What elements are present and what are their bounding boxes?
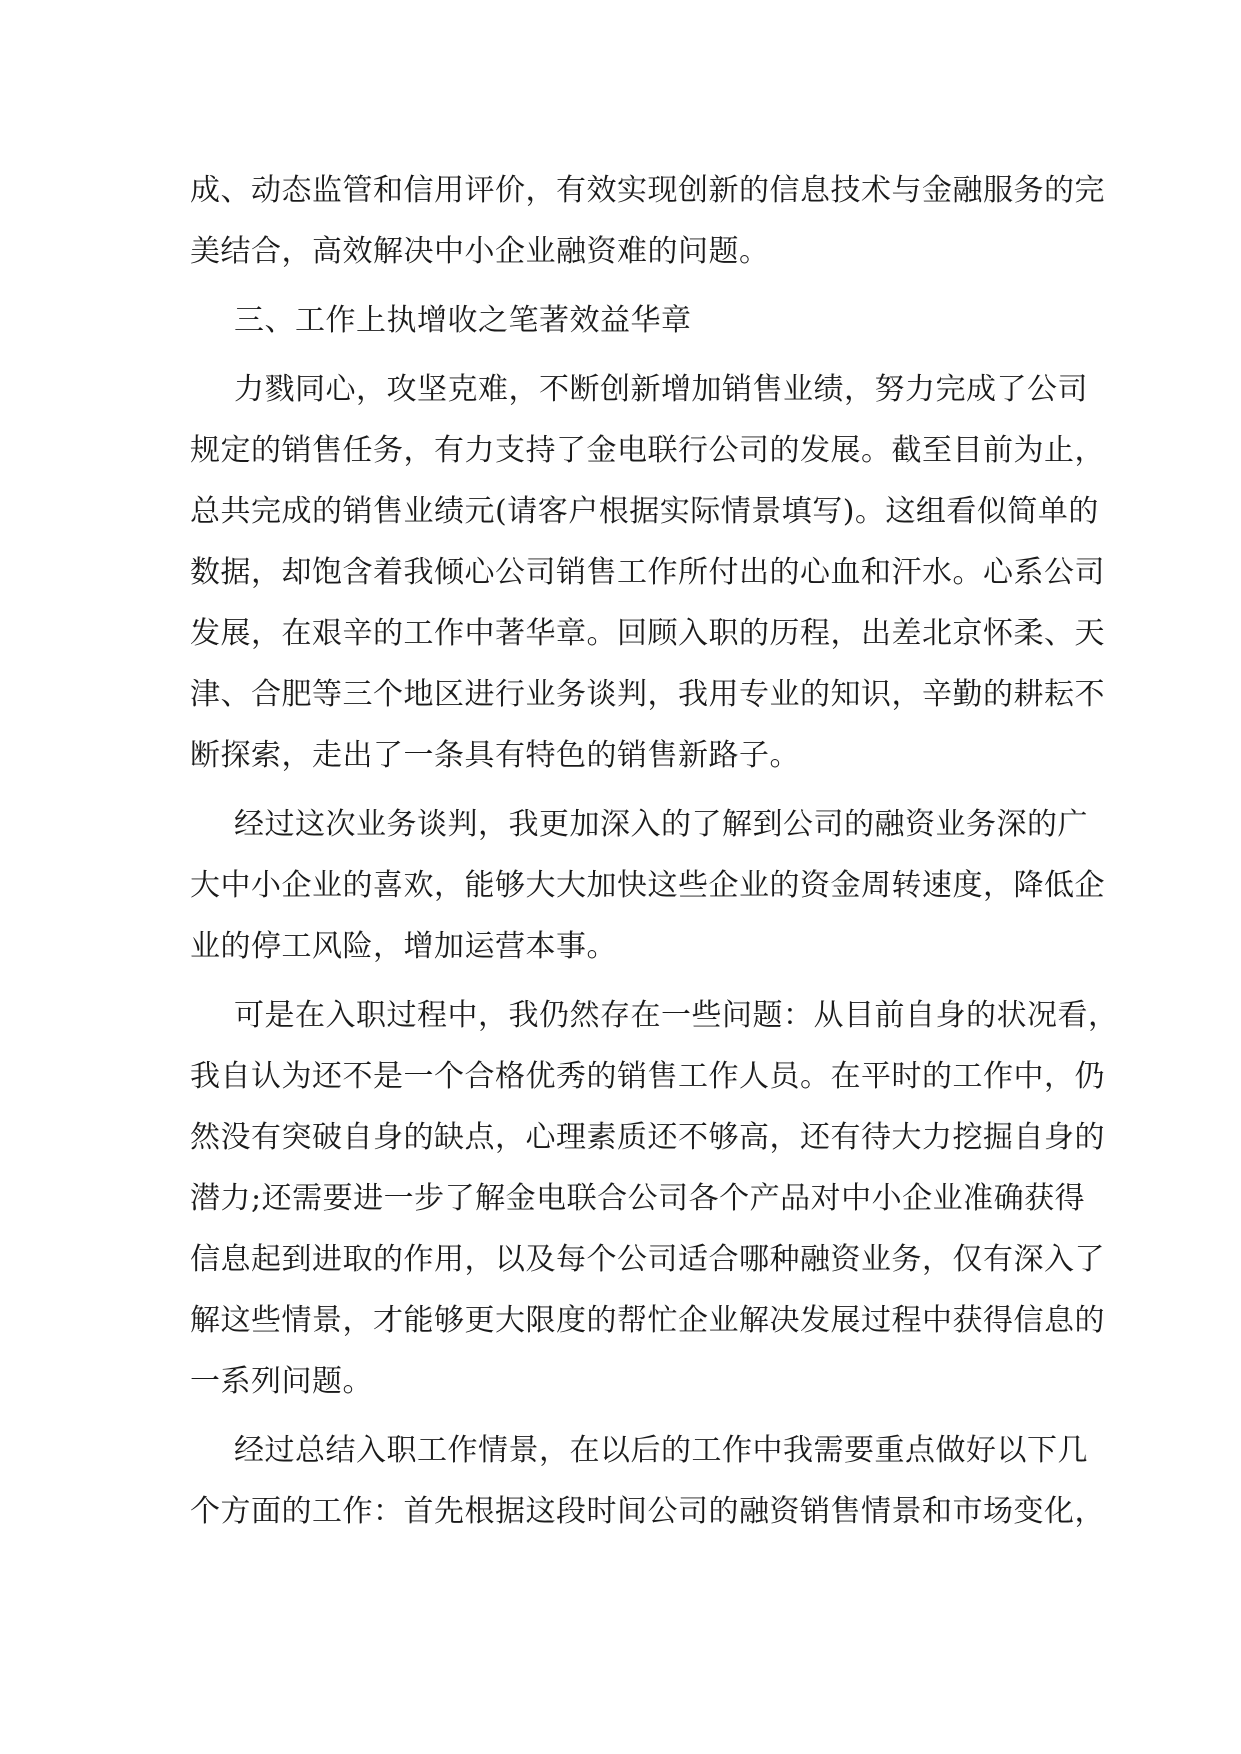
document-body [190,160,1119,1542]
text-line: 断探索，走出了一条具有特色的销售新路子。 [190,738,800,773]
text-line: 发展，在艰辛的工作中著华章。回顾入职的历程，出差北京怀柔、天 [190,616,1105,651]
text-line: 我自认为还不是一个合格优秀的销售工作人员。在平时的工作中，仍 [190,1059,1105,1094]
text-line: 美结合，高效解决中小企业融资难的问题。 [190,234,770,269]
paragraph [190,160,1105,282]
section-heading [190,290,1060,351]
text-line: 经过总结入职工作情景，在以后的工作中我需要重点做好以下几 [234,1433,1088,1468]
text-line: 数据，却饱含着我倾心公司销售工作所付出的心血和汗水。心系公司 [190,555,1105,590]
text-line: 经过这次业务谈判，我更加深入的了解到公司的融资业务深的广 [234,807,1088,842]
paragraph [190,359,1105,786]
text-line: 个方面的工作：首先根据这段时间公司的融资销售情景和市场变化， [190,1494,1105,1529]
text-line: 然没有突破自身的缺点，心理素质还不够高，还有待大力挖掘自身的 [190,1120,1105,1155]
paragraph [190,794,1105,977]
text-line: 可是在入职过程中，我仍然存在一些问题：从目前自身的状况看， [234,998,1119,1033]
text-line: 一系列问题。 [190,1364,373,1399]
text-line: 三、工作上执增收之笔著效益华章 [234,303,692,338]
text-line: 总共完成的销售业绩元(请客户根据实际情景填写)。这组看似简单的 [190,494,1099,529]
paragraph [190,985,1119,1412]
text-line: 信息起到进取的作用，以及每个公司适合哪种融资业务，仅有深入了 [190,1242,1105,1277]
text-line: 解这些情景，才能够更大限度的帮忙企业解决发展过程中获得信息的 [190,1303,1105,1338]
text-line: 大中小企业的喜欢，能够大大加快这些企业的资金周转速度，降低企 [190,868,1105,903]
text-line: 成、动态监管和信用评价，有效实现创新的信息技术与金融服务的完 [190,173,1105,208]
text-line: 力戮同心，攻坚克难，不断创新增加销售业绩，努力完成了公司 [234,372,1088,407]
text-line: 津、合肥等三个地区进行业务谈判，我用专业的知识，辛勤的耕耘不 [190,677,1105,712]
text-line: 规定的销售任务，有力支持了金电联行公司的发展。截至目前为止， [190,433,1105,468]
paragraph [190,1420,1105,1542]
text-line: 业的停工风险，增加运营本事。 [190,929,617,964]
text-line: 潜力;还需要进一步了解金电联合公司各个产品对中小企业准确获得 [190,1181,1086,1216]
